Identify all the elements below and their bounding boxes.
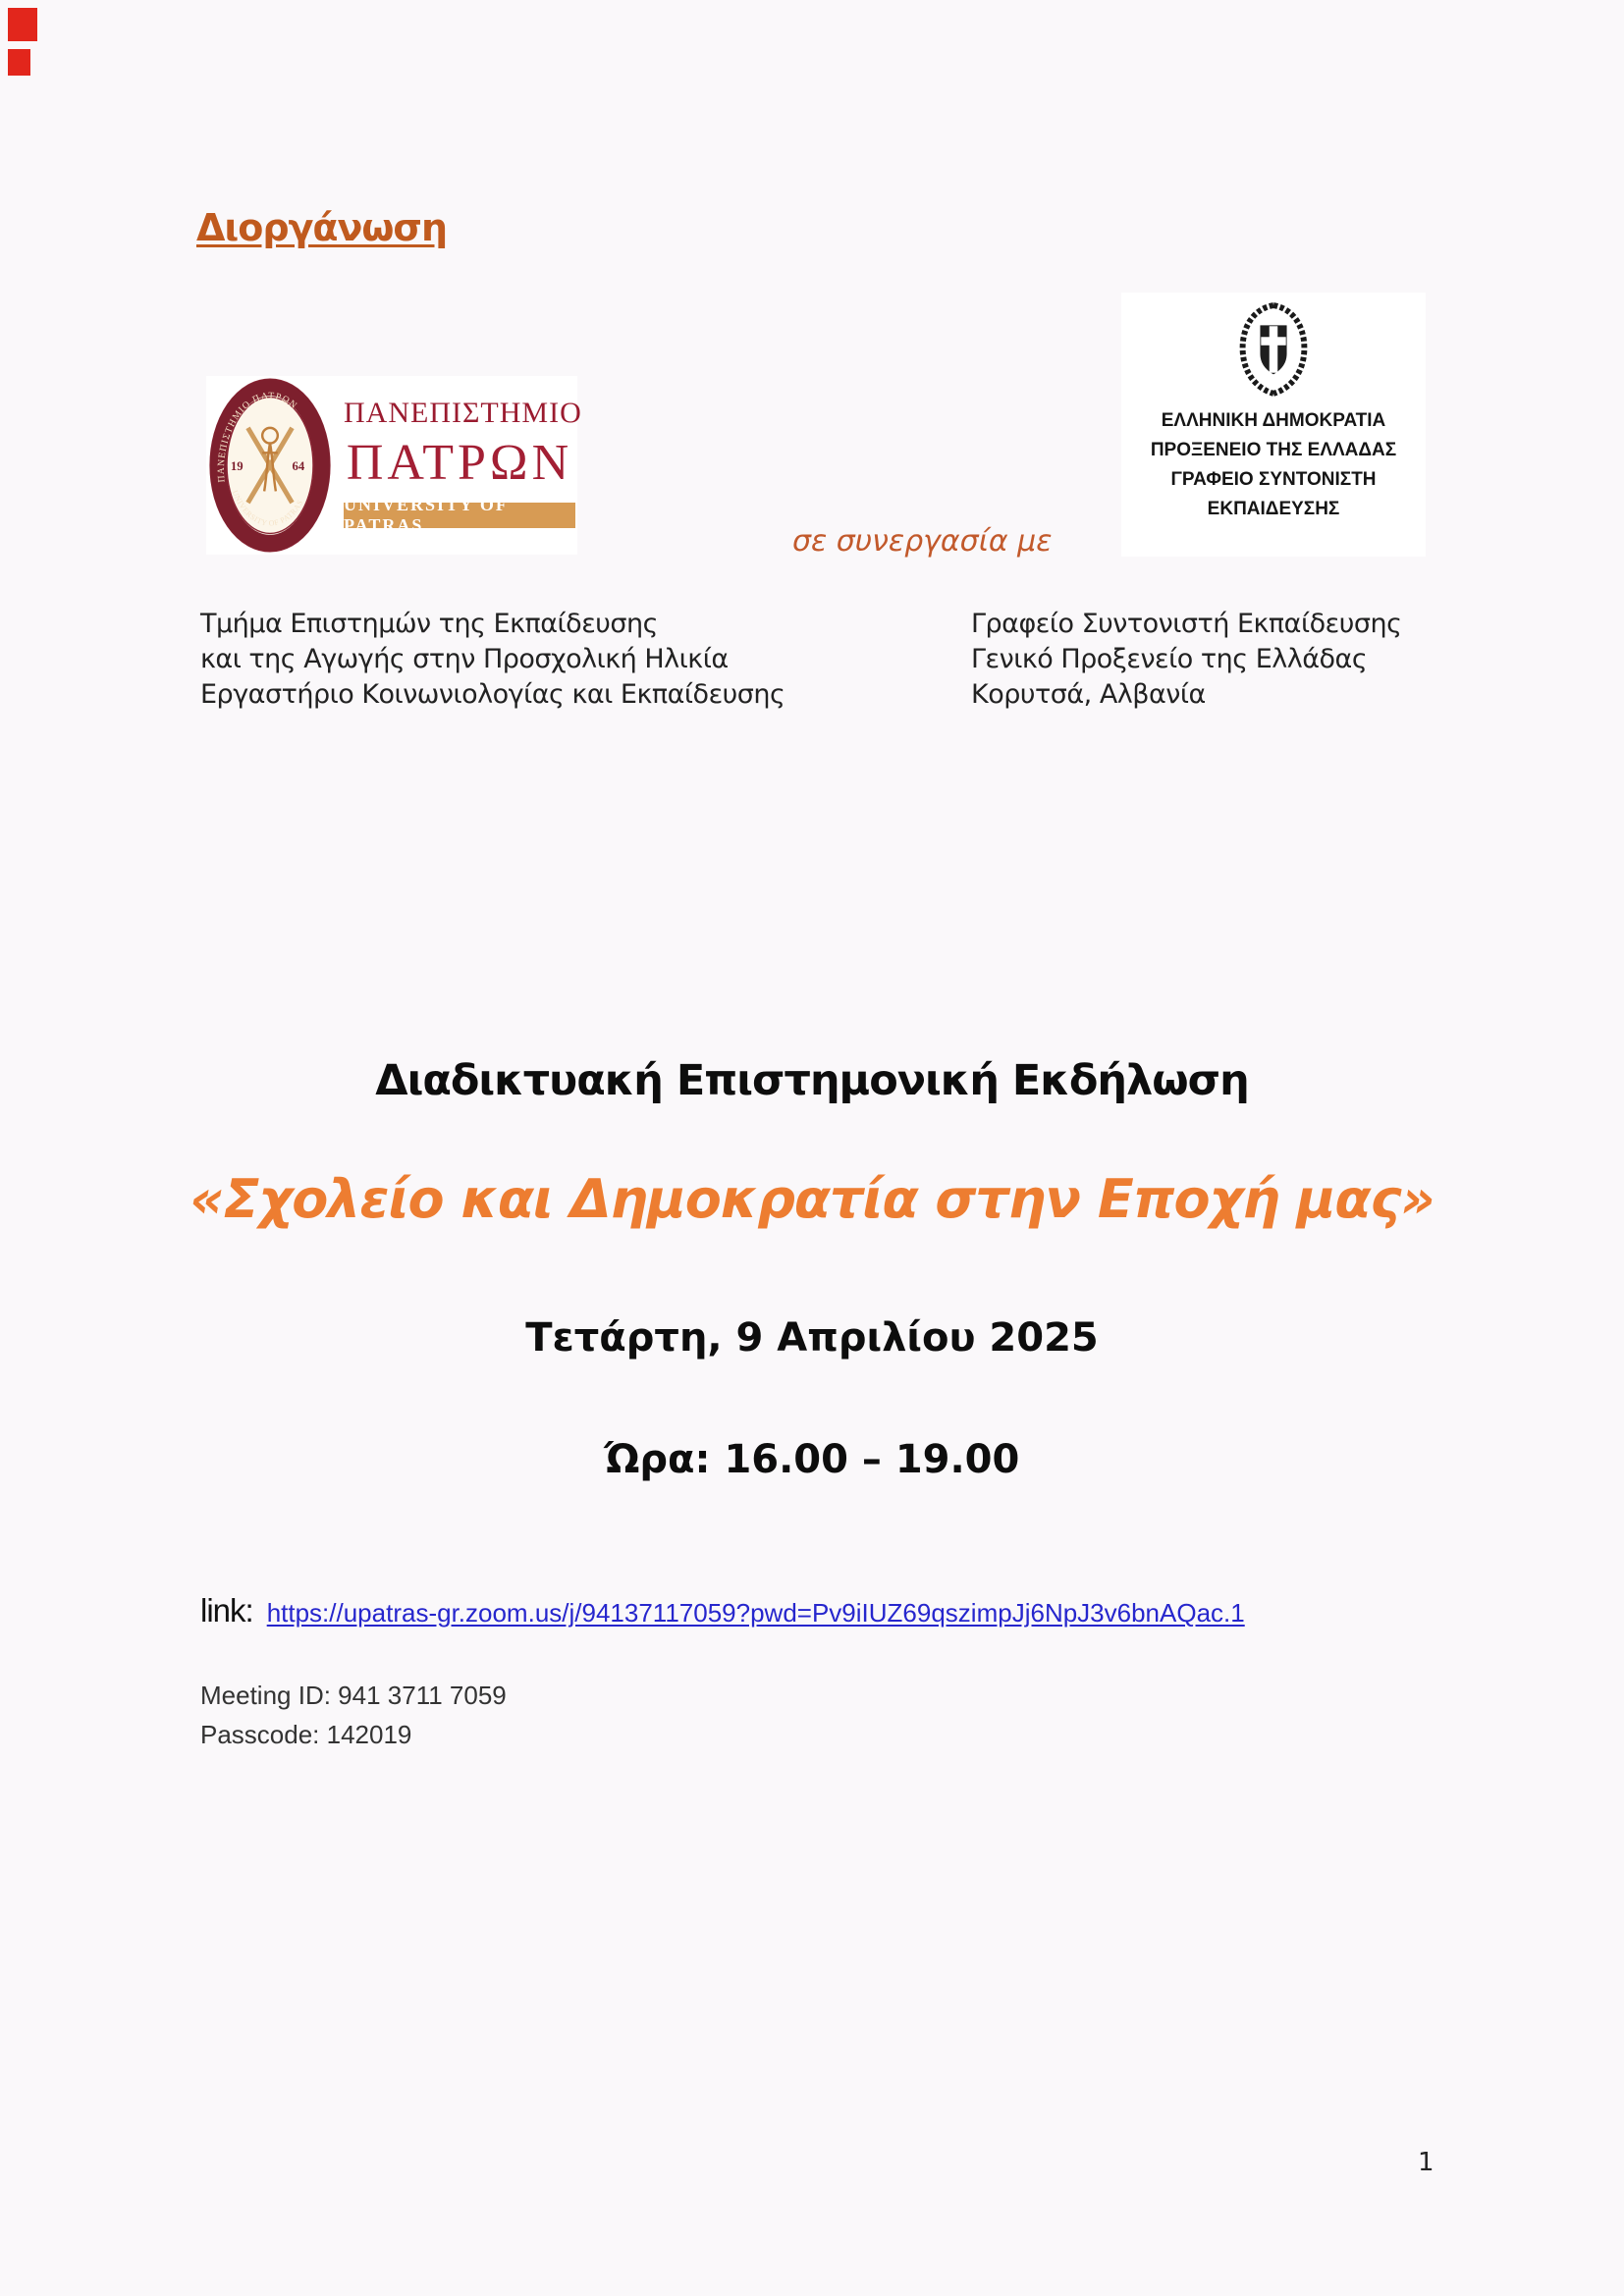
event-time: Ώρα: 16.00 – 19.00 [604, 1437, 1020, 1482]
svg-text:64: 64 [292, 458, 305, 473]
organizer-line: Εργαστήριο Κοινωνιολογίας και Εκπαίδευσης [200, 679, 785, 710]
consulate-logo [1121, 293, 1426, 557]
university-seal-icon [208, 378, 332, 553]
organizer-left-column [200, 607, 785, 713]
organizer-line: και της Αγωγής στην Προσχολική Ηλικία [200, 644, 729, 674]
svg-text:19: 19 [230, 458, 244, 473]
event-title: «Σχολείο και Δημοκρατία στην Εποχή μας» [189, 1168, 1435, 1230]
upatras-wordmark [344, 396, 582, 496]
consulate-line: ΠΡΟΞΕΝΕΙΟ ΤΗΣ ΕΛΛΑΔΑΣ [1150, 440, 1397, 460]
organized-by-heading: Διοργάνωση [196, 206, 448, 249]
upatras-name-greek: ΠΑΝΕΠΙΣΤΗΜΙΟ [344, 397, 582, 429]
upatras-name-patras: ΠΑΤΡΩΝ [346, 435, 573, 491]
collaboration-note: σε συνεργασία με [792, 524, 1053, 559]
organizer-line: Γενικό Προξενείο της Ελλάδας [971, 644, 1368, 674]
upatras-logo [206, 376, 582, 555]
consulate-line: ΕΚΠΑΙΔΕΥΣΗΣ [1207, 499, 1340, 519]
page-number: 1 [1418, 2148, 1435, 2177]
svg-text:ΠΑΝΕΠΙΣΤΗΜΙΟ ΠΑΤΡΩΝ: ΠΑΝΕΠΙΣΤΗΜΙΟ ΠΑΤΡΩΝ [216, 390, 299, 483]
organizer-line: Κορυτσά, Αλβανία [971, 679, 1206, 710]
upatras-banner: UNIVERSITY OF PATRAS [344, 503, 575, 528]
organizer-right-column [971, 607, 1401, 713]
zoom-meeting-link[interactable]: https://upatras-gr.zoom.us/j/94137117059?pwd=Pv9iIUZ69qszimpJj6NpJ3v6bnAQac.1 [266, 1598, 1245, 1628]
consulate-line: ΕΛΛΗΝΙΚΗ ΔΗΜΟΚΡΑΤΙΑ [1161, 410, 1386, 431]
event-date: Τετάρτη, 9 Απριλίου 2025 [525, 1315, 1099, 1361]
greek-emblem-icon [1231, 300, 1316, 399]
consulate-line: ΓΡΑΦΕΙΟ ΣΥΝΤΟΝΙΣΤΗ [1170, 469, 1377, 490]
link-label: link: [200, 1592, 253, 1629]
event-type-heading: Διαδικτυακή Επιστημονική Εκδήλωση [375, 1056, 1249, 1105]
meeting-id: Meeting ID: 941 3711 7059 [200, 1681, 507, 1710]
corner-mark-top [8, 8, 37, 41]
zoom-link-row [200, 1592, 1245, 1629]
organizer-line: Τμήμα Επιστημών της Εκπαίδευσης [200, 609, 658, 639]
corner-mark-bottom [8, 49, 30, 76]
organizer-line: Γραφείο Συντονιστή Εκπαίδευσης [971, 609, 1402, 639]
meeting-passcode: Passcode: 142019 [200, 1720, 412, 1749]
svg-text:UNIVERSITY OF PATRAS: UNIVERSITY OF PATRAS [230, 489, 305, 528]
consulate-text [1121, 406, 1426, 524]
